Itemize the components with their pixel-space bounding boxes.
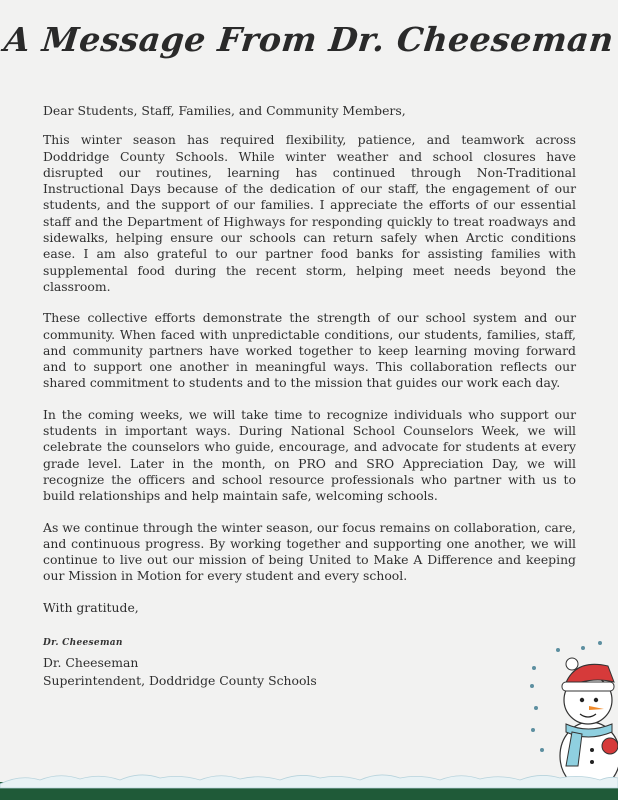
signer-position: Superintendent, Doddridge County Schools (43, 673, 317, 689)
paragraph-3: In the coming weeks, we will take time to recognize individuals who support our students in important ways. During National School Counselors Week, we will celebrate the counselors who guide, encourage, and advocate for students at every grade level. Later in the month, on PRO and SRO Appreciation Day, we will recognize the officers and school resource professionals who partner with us to build relationships and help maintain safe, welcoming schools. (43, 406, 576, 504)
salutation: Dear Students, Staff, Families, and Community Members, (43, 103, 406, 118)
closing: With gratitude, (43, 599, 139, 615)
signer-name: Dr. Cheeseman (43, 655, 139, 671)
handwritten-signature: Dr. Cheeseman (43, 638, 123, 649)
paragraph-4: As we continue through the winter season, our focus remains on collaboration, care, and continuous progress. By working together and supporting one another, we will continue to live out our mission of being United to Make A Difference and keeping our Mission in Motion for every student and every school. (43, 519, 576, 584)
paragraph-1: This winter season has required flexibility, patience, and teamwork across Doddridge County Schools. While winter weather and school closures have disrupted our routines, learning has continued through Non-Traditional Instructional Days because of the dedication of our staff, the engagement of our students, and the support of our families. I appreciate the efforts of our essential staff and the Department of Highways for responding quickly to treat roadways and sidewalks, helping ensure our schools can return safely when Arctic conditions ease. I am also grateful to our partner food banks for assisting families with supplemental food during the recent storm, helping meet needs beyond the classroom. (43, 132, 576, 294)
paragraph-2: These collective efforts demonstrate the strength of our school system and our community. When faced with unpredictable conditions, our students, families, staff, and community partners have worked together to keep learning moving forward and to support one another in meaningful ways. This collaboration reflects our shared commitment to students and to the mission that guides our work each day. (43, 310, 576, 391)
snow-ground (0, 768, 618, 800)
letter-body (43, 103, 576, 690)
snowman-illustration (528, 638, 618, 788)
signature-block (43, 634, 576, 690)
page-title: A Message From Dr. Cheeseman (2, 20, 616, 59)
